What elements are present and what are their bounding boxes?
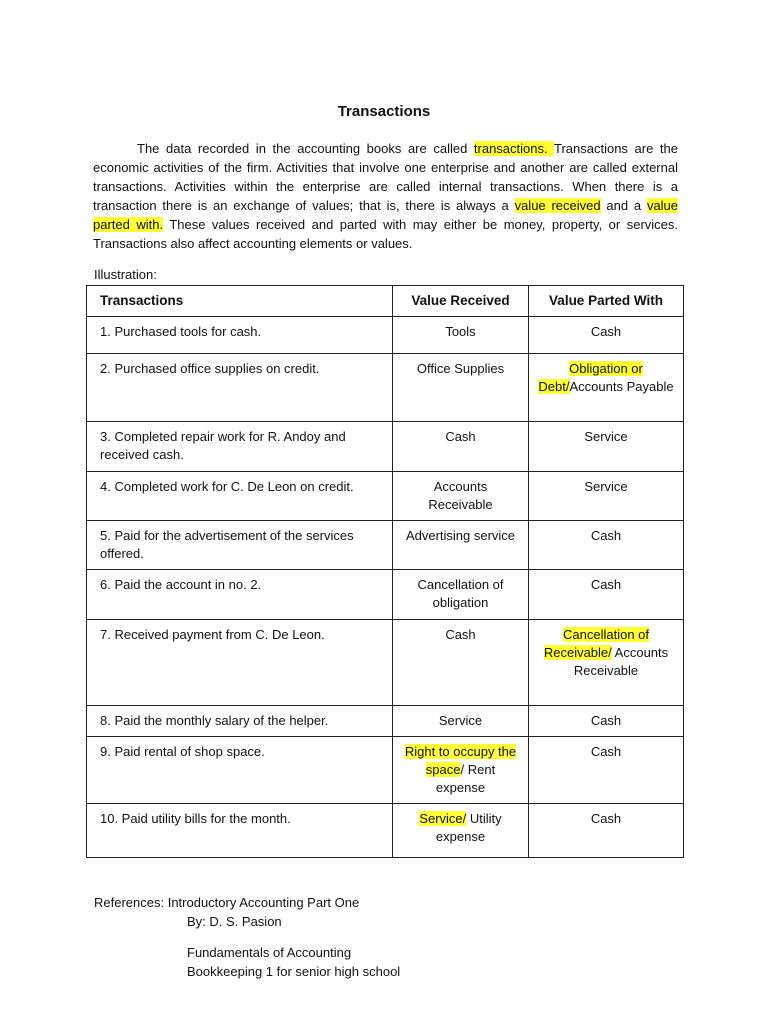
highlighted-text: Service/ bbox=[419, 811, 467, 826]
cell-text: Advertising service bbox=[405, 528, 516, 543]
cell-value-parted-with bbox=[529, 521, 684, 570]
table-row bbox=[87, 472, 684, 521]
cell-transaction bbox=[87, 422, 393, 472]
cell-text: 5. Paid for the advertisement of the services offered. bbox=[100, 528, 354, 561]
cell-text: 1. Purchased tools for cash. bbox=[100, 324, 262, 339]
cell-value-parted-with bbox=[529, 422, 684, 472]
table-row bbox=[87, 620, 684, 706]
document-title: Transactions bbox=[337, 103, 431, 120]
cell-value-received bbox=[393, 804, 529, 858]
cell-text: Service bbox=[584, 479, 628, 494]
cell-text: 7. Received payment from C. De Leon. bbox=[100, 627, 325, 642]
cell-transaction bbox=[87, 472, 393, 521]
cell-text: Service bbox=[584, 429, 628, 444]
cell-transaction bbox=[87, 737, 393, 804]
cell-text: 8. Paid the monthly salary of the helper. bbox=[100, 713, 329, 728]
table-row bbox=[87, 317, 684, 354]
cell-text: Service bbox=[438, 713, 483, 728]
cell-value-parted-with bbox=[529, 354, 684, 422]
cell-value-parted-with bbox=[529, 472, 684, 521]
cell-text: Office Supplies bbox=[416, 361, 505, 376]
cell-value-received bbox=[393, 472, 529, 521]
cell-transaction bbox=[87, 804, 393, 858]
table-row bbox=[87, 570, 684, 620]
cell-value-parted-with bbox=[529, 737, 684, 804]
reference-author: By: D. S. Pasion bbox=[187, 914, 282, 929]
intro-text: Transactions are the economic activities of the firm. Activities that involve one enterprise and another are called external transactions. Activities within the enterprise are called internal transactions. When there is a transaction there is an exchange of values; that is, there is always a bbox=[93, 141, 678, 213]
cell-text: 10. Paid utility bills for the month. bbox=[100, 811, 291, 826]
cell-text: Cash bbox=[590, 324, 622, 339]
highlighted-term: value received bbox=[514, 198, 601, 213]
table-body bbox=[87, 317, 684, 858]
cell-value-received bbox=[393, 317, 529, 354]
reference-line-3: Bookkeeping 1 for senior high school bbox=[187, 964, 401, 979]
cell-text: Cash bbox=[445, 627, 476, 642]
cell-value-received bbox=[393, 737, 529, 804]
cell-transaction bbox=[87, 620, 393, 706]
table-header-row bbox=[87, 286, 684, 317]
cell-transaction bbox=[87, 354, 393, 422]
cell-text: 2. Purchased office supplies on credit. bbox=[100, 361, 320, 376]
cell-text: Accounts Payable bbox=[569, 379, 674, 394]
cell-text: Cash bbox=[590, 713, 622, 728]
intro-paragraph bbox=[93, 139, 678, 253]
cell-value-parted-with bbox=[529, 317, 684, 354]
cell-text: 6. Paid the account in no. 2. bbox=[100, 577, 262, 592]
cell-text: / Rent expense bbox=[435, 762, 496, 795]
cell-text: Utility expense bbox=[435, 811, 502, 844]
cell-value-parted-with bbox=[529, 706, 684, 737]
cell-text: 3. Completed repair work for R. Andoy and received cash. bbox=[100, 429, 346, 462]
cell-value-received bbox=[393, 570, 529, 620]
cell-text: Cash bbox=[590, 577, 622, 592]
cell-text: Cash bbox=[590, 811, 622, 826]
header-value-received: Value Received bbox=[393, 286, 529, 317]
cell-value-received bbox=[393, 620, 529, 706]
illustration-label: Illustration: bbox=[94, 267, 157, 282]
table-row bbox=[87, 706, 684, 737]
cell-transaction bbox=[87, 706, 393, 737]
table-row bbox=[87, 737, 684, 804]
cell-value-received bbox=[393, 354, 529, 422]
header-transactions: Transactions bbox=[87, 286, 393, 317]
highlighted-term: transactions. bbox=[473, 141, 554, 156]
table-row bbox=[87, 354, 684, 422]
highlighted-text: Obligation or Debt/ bbox=[538, 361, 643, 394]
intro-text: and a bbox=[600, 198, 647, 213]
cell-text: Accounts Receivable bbox=[573, 645, 669, 678]
header-value-parted-with: Value Parted With bbox=[529, 286, 684, 317]
cell-text: Cash bbox=[590, 528, 622, 543]
table-row bbox=[87, 804, 684, 858]
cell-value-received bbox=[393, 706, 529, 737]
reference-gap bbox=[94, 931, 400, 943]
cell-text: 9. Paid rental of shop space. bbox=[100, 744, 265, 759]
cell-text: Tools bbox=[445, 324, 476, 339]
cell-value-parted-with bbox=[529, 804, 684, 858]
cell-transaction bbox=[87, 570, 393, 620]
cell-transaction bbox=[87, 521, 393, 570]
cell-text: Cash bbox=[590, 744, 622, 759]
cell-text: Cancellation of obligation bbox=[417, 577, 504, 610]
reference-line-2: Fundamentals of Accounting bbox=[187, 945, 352, 960]
transactions-table bbox=[86, 285, 684, 858]
intro-text: These values received and parted with may either be money, property, or services. Transactions also affect accounting elements or values. bbox=[93, 217, 679, 251]
cell-text: Cash bbox=[445, 429, 476, 444]
cell-value-received bbox=[393, 521, 529, 570]
cell-text: 4. Completed work for C. De Leon on credit. bbox=[100, 479, 354, 494]
highlighted-term: value parted with. bbox=[93, 198, 679, 232]
highlighted-text: Right to occupy the space bbox=[404, 744, 517, 777]
cell-value-parted-with bbox=[529, 570, 684, 620]
highlighted-text: Cancellation of Receivable/ bbox=[543, 627, 649, 660]
table-row bbox=[87, 521, 684, 570]
table-row bbox=[87, 422, 684, 472]
intro-text: The data recorded in the accounting books are called bbox=[137, 141, 474, 156]
cell-text: Accounts Receivable bbox=[428, 479, 493, 512]
cell-transaction bbox=[87, 317, 393, 354]
references bbox=[94, 893, 400, 981]
cell-value-parted-with bbox=[529, 620, 684, 706]
reference-line-1: References: Introductory Accounting Part One bbox=[94, 895, 360, 910]
cell-value-received bbox=[393, 422, 529, 472]
